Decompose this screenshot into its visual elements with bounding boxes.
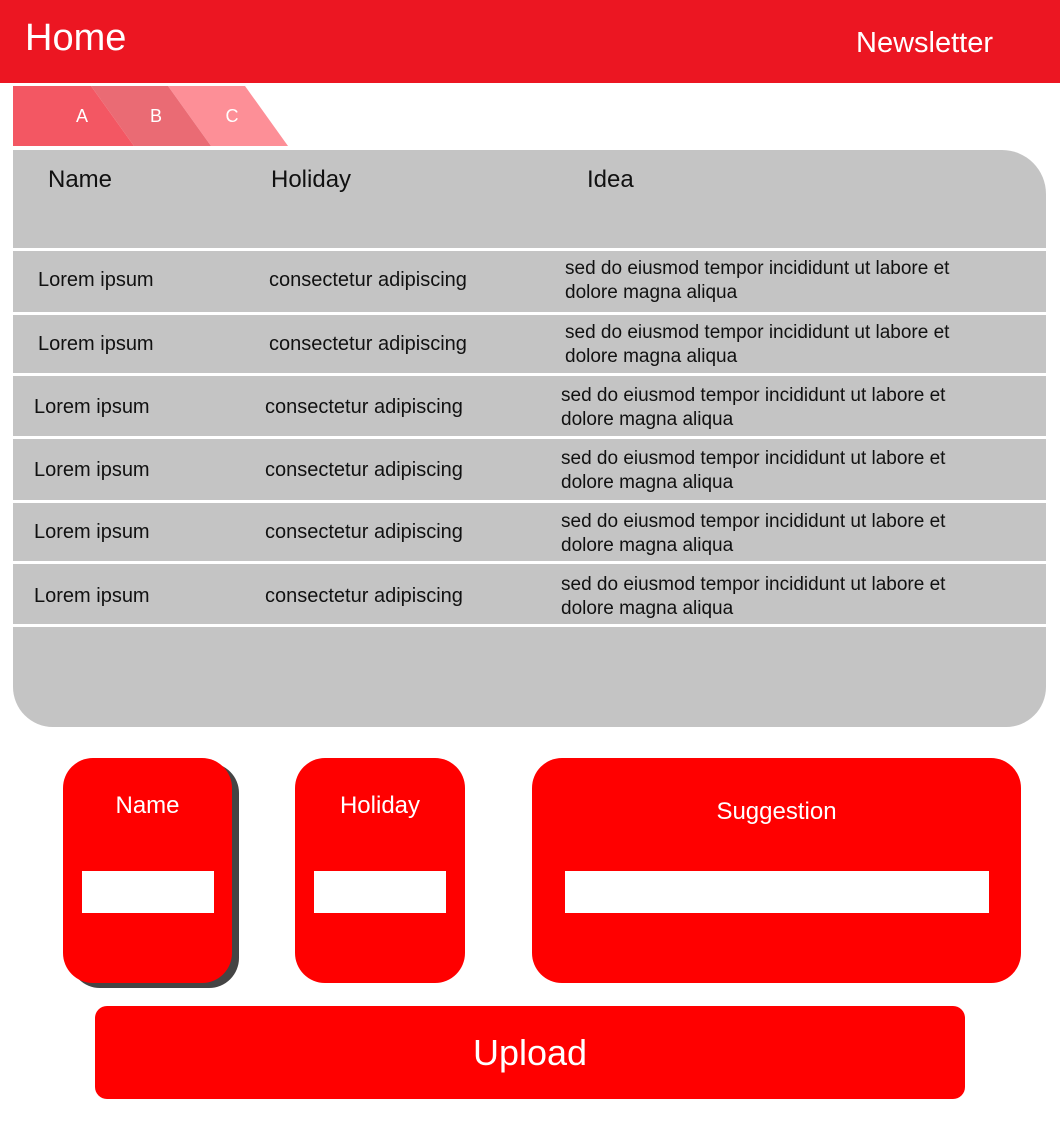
tab-b-label[interactable]: B xyxy=(149,106,162,126)
row-holiday: consectetur adipiscing xyxy=(265,459,463,481)
row-holiday: consectetur adipiscing xyxy=(265,396,463,418)
row-holiday: consectetur adipiscing xyxy=(269,269,467,291)
table-row[interactable] xyxy=(13,312,1046,374)
row-idea-line2: dolore magna aliqua xyxy=(561,472,734,493)
row-name: Lorem ipsum xyxy=(38,333,154,355)
header-bar xyxy=(0,0,1060,83)
holiday-card-title: Holiday xyxy=(339,792,421,819)
name-input[interactable] xyxy=(82,871,214,913)
row-idea-line1: sed do eiusmod tempor incididunt ut labore et xyxy=(565,322,950,343)
row-name: Lorem ipsum xyxy=(34,459,150,481)
row-idea-line1: sed do eiusmod tempor incididunt ut labore et xyxy=(561,511,946,532)
row-idea-line1: sed do eiusmod tempor incididunt ut labore et xyxy=(565,258,950,279)
row-idea-line2: dolore magna aliqua xyxy=(565,282,738,303)
table-empty-area xyxy=(13,624,1046,727)
row-idea-line2: dolore magna aliqua xyxy=(561,535,734,556)
newsletter-link[interactable]: Newsletter xyxy=(856,27,993,59)
holiday-card xyxy=(295,758,465,983)
row-idea-line2: dolore magna aliqua xyxy=(561,409,734,430)
tab-c-label[interactable]: C xyxy=(225,106,239,126)
name-card-title: Name xyxy=(115,792,180,819)
row-name: Lorem ipsum xyxy=(38,269,154,291)
name-card xyxy=(63,758,232,983)
table-row[interactable] xyxy=(13,561,1046,626)
ideas-table xyxy=(13,150,1046,727)
column-header-name: Name xyxy=(48,166,113,193)
row-name: Lorem ipsum xyxy=(34,396,150,418)
table-row[interactable] xyxy=(13,436,1046,500)
home-link[interactable]: Home xyxy=(25,17,127,59)
suggestion-card-title: Suggestion xyxy=(716,798,837,825)
column-header-holiday: Holiday xyxy=(271,166,352,193)
suggestion-input[interactable] xyxy=(565,871,989,913)
table-row[interactable] xyxy=(13,373,1046,438)
suggestion-card xyxy=(532,758,1021,983)
table-row[interactable] xyxy=(13,248,1046,313)
row-idea-line1: sed do eiusmod tempor incididunt ut labore et xyxy=(561,385,946,406)
holiday-input[interactable] xyxy=(314,871,446,913)
row-idea-line1: sed do eiusmod tempor incididunt ut labore et xyxy=(561,448,946,469)
row-idea-line2: dolore magna aliqua xyxy=(565,346,738,367)
table-row[interactable] xyxy=(13,500,1046,562)
row-holiday: consectetur adipiscing xyxy=(265,585,463,607)
row-name: Lorem ipsum xyxy=(34,585,150,607)
row-holiday: consectetur adipiscing xyxy=(265,521,463,543)
column-header-idea: Idea xyxy=(587,166,634,193)
row-idea-line1: sed do eiusmod tempor incididunt ut labore et xyxy=(561,574,946,595)
tab-a-label[interactable]: A xyxy=(75,106,88,126)
row-holiday: consectetur adipiscing xyxy=(269,333,467,355)
tab-strip xyxy=(13,86,293,146)
row-idea-line2: dolore magna aliqua xyxy=(561,598,734,619)
row-name: Lorem ipsum xyxy=(34,521,150,543)
upload-button[interactable]: Upload xyxy=(95,1006,965,1099)
